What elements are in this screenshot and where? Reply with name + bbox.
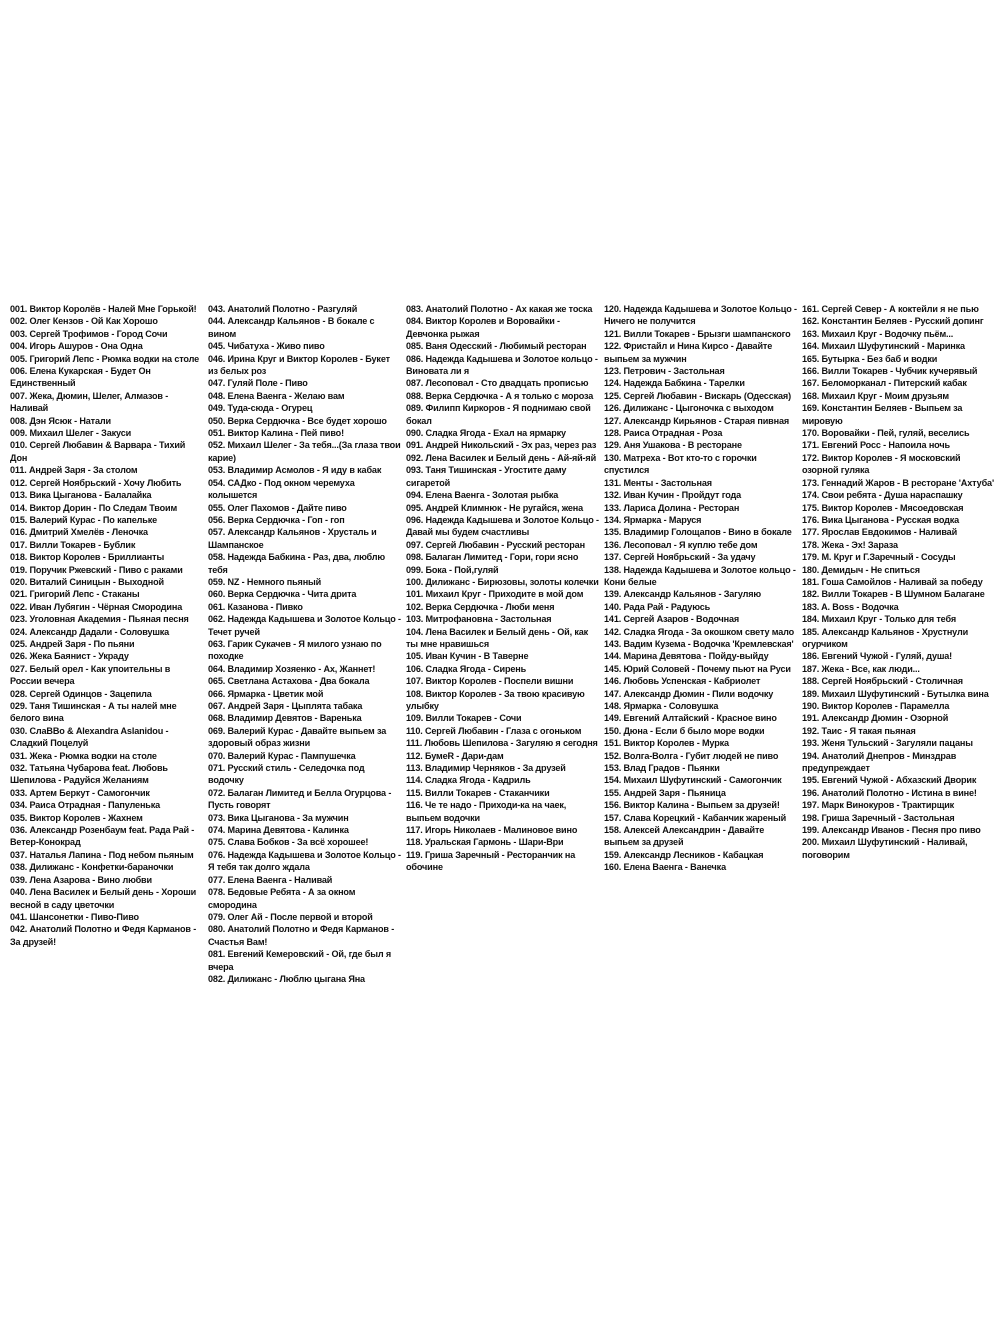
track-item: 189. Михаил Шуфутинский - Бутылка вина xyxy=(802,688,989,699)
track-item: 100. Дилижанс - Бирюзовы, золоты колечки xyxy=(406,576,599,587)
track-item: 172. Виктор Королев - Я московский озорной гуляка xyxy=(802,452,961,476)
tracklist-column-2 xyxy=(208,303,406,985)
track-item: 023. Уголовная Академия - Пьяная песня xyxy=(10,614,189,625)
track-item: 057. Александр Кальянов - Хрусталь и Шампанское xyxy=(208,527,377,550)
track-item: 041. Шансонетки - Пиво-Пиво xyxy=(10,911,139,922)
track-item: 131. Менты - Застольная xyxy=(604,477,712,488)
track-item: 103. Митрофановна - Застольная xyxy=(406,614,552,625)
track-item: 044. Александр Кальянов - В бокале с вином xyxy=(208,316,375,339)
track-item: 173. Геннадий Жаров - В ресторане 'Ахтуба' xyxy=(802,477,994,488)
track-item: 087. Лесоповал - Сто двадцать прописью xyxy=(406,378,589,389)
track-item: 128. Раиса Отрадная - Роза xyxy=(604,428,723,439)
track-item: 003. Сергей Трофимов - Город Сочи xyxy=(10,328,168,339)
track-item: 110. Сергей Любавин - Глаза с огоньком xyxy=(406,725,582,736)
track-item: 061. Казанова - Пивко xyxy=(208,601,303,612)
track-item: 056. Верка Сердючка - Гоп - гоп xyxy=(208,514,345,525)
track-item: 007. Жека, Дюмин, Шелег, Алмазов - Наливай xyxy=(10,390,169,414)
track-item: 070. Валерий Курас - Пампушечка xyxy=(208,750,356,761)
track-item: 059. NZ - Немного пьяный xyxy=(208,576,322,587)
track-item: 019. Поручик Ржевский - Пиво с раками xyxy=(10,564,183,575)
track-item: 009. Михаил Шелег - Закуси xyxy=(10,428,132,439)
track-item: 067. Андрей Заря - Цыплята табака xyxy=(208,701,363,711)
track-item: 118. Уральская Гармонь - Шари-Ври xyxy=(406,837,564,848)
track-item: 124. Надежда Бабкина - Тарелки xyxy=(604,378,745,389)
track-item: 075. Слава Бобков - За всё хорошее! xyxy=(208,837,369,848)
track-item: 026. Жека Баянист - Украду xyxy=(10,651,129,662)
track-item: 025. Андрей Заря - По пьяни xyxy=(10,638,135,649)
track-item: 084. Виктор Королев и Воровайки - Девчонка рыжая xyxy=(406,316,560,339)
track-item: 179. М. Круг и Г.Заречный - Сосуды xyxy=(802,552,956,563)
track-item: 063. Гарик Сукачев - Я милого узнаю по походке xyxy=(208,638,382,662)
track-item: 144. Марина Девятова - Пойду-выйду xyxy=(604,651,769,662)
track-item: 043. Анатолий Полотно - Разгуляй xyxy=(208,304,358,314)
track-item: 136. Лесоповал - Я куплю тебе дом xyxy=(604,539,758,550)
track-item: 068. Владимир Девятов - Варенька xyxy=(208,713,362,724)
tracklist-column-5 xyxy=(802,303,1000,985)
track-item: 199. Александр Иванов - Песня про пиво xyxy=(802,825,981,836)
track-item: 188. Сергей Ноябрьский - Столичная xyxy=(802,676,963,687)
track-item: 033. Артем Беркут - Самогончик xyxy=(10,787,150,798)
track-item: 088. Верка Сердючка - А я только с мороза xyxy=(406,390,594,401)
track-item: 037. Наталья Лапина - Под небом пьяным xyxy=(10,849,194,860)
track-item: 181. Гоша Самойлов - Наливай за победу xyxy=(802,576,983,587)
track-item: 155. Андрей Заря - Пьяница xyxy=(604,787,726,798)
tracklist-column-1 xyxy=(10,303,208,985)
tracklist-column-3 xyxy=(406,303,604,985)
track-item: 171. Евгений Росс - Напоила ночь xyxy=(802,440,950,451)
track-item: 078. Бедовые Ребята - А за окном смородина xyxy=(208,887,356,910)
track-item: 156. Виктор Калина - Выпьем за друзей! xyxy=(604,800,780,811)
track-item: 091. Андрей Никольский - Эх раз, через раз xyxy=(406,440,597,451)
track-item: 125. Сергей Любавин - Вискарь (Одесская) xyxy=(604,390,791,401)
track-item: 036. Александр Розенбаум feat. Рада Рай - Ветер-Конокрад xyxy=(10,825,195,848)
track-item: 010. Сергей Любавин & Варвара - Тихий Дон xyxy=(10,440,186,463)
track-item: 191. Александр Дюмин - Озорной xyxy=(802,713,949,724)
track-item: 013. Вика Цыганова - Балалайка xyxy=(10,490,152,501)
track-item: 046. Ирина Круг и Виктор Королев - Букет из белых роз xyxy=(208,353,390,377)
track-item: 138. Надежда Кадышева и Золотое кольцо - Кони белые xyxy=(604,564,796,587)
track-item: 005. Григорий Лепс - Рюмка водки на столе xyxy=(10,353,200,364)
track-item: 106. Сладка Ягода - Сирень xyxy=(406,663,527,674)
track-item: 052. Михаил Шелег - За тебя...(За глаза твои карие) xyxy=(208,440,401,463)
track-item: 018. Виктор Королев - Бриллианты xyxy=(10,552,165,563)
track-item: 122. Фристайл и Нина Кирсо - Давайте выпьем за мужчин xyxy=(604,341,773,364)
tracklist-column-4 xyxy=(604,303,802,985)
track-item: 097. Сергей Любавин - Русский ресторан xyxy=(406,539,585,550)
track-item: 028. Сергей Одинцов - Зацепила xyxy=(10,688,152,699)
track-item: 129. Аня Ушакова - В ресторане xyxy=(604,440,742,451)
track-item: 130. Матреха - Вот кто-то с горочки спустился xyxy=(604,452,757,476)
track-item: 032. Татьяна Чубарова feat. Любовь Шепилова - Радуйся Желаниям xyxy=(10,763,168,786)
track-item: 051. Виктор Калина - Пей пиво! xyxy=(208,428,344,439)
track-item: 162. Константин Беляев - Русский допинг xyxy=(802,316,984,327)
track-item: 140. Рада Рай - Радуюсь xyxy=(604,601,711,612)
track-item: 121. Вилли Токарев - Брызги шампанского xyxy=(604,328,791,339)
track-item: 035. Виктор Королев - Жахнем xyxy=(10,812,143,823)
track-item: 168. Михаил Круг - Моим друзьям xyxy=(802,390,949,401)
track-item: 108. Виктор Королев - За твою красивую улыбку xyxy=(406,688,585,711)
track-item: 145. Юрий Соловей - Почему пьют на Руси xyxy=(604,663,791,674)
track-item: 066. Ярмарка - Цветик мой xyxy=(208,688,324,699)
track-item: 047. Гуляй Поле - Пиво xyxy=(208,378,308,389)
track-item: 054. САДко - Под окном черемуха колышется xyxy=(208,477,355,501)
track-item: 002. Олег Кензов - Ой Как Хорошо xyxy=(10,316,158,327)
track-item: 029. Таня Тишинская - А ты налей мне белого вина xyxy=(10,701,177,724)
track-item: 133. Лариса Долина - Ресторан xyxy=(604,502,740,513)
track-item: 004. Игорь Ашуров - Она Одна xyxy=(10,341,143,352)
track-item: 074. Марина Девятова - Калинка xyxy=(208,825,349,836)
track-item: 161. Сергей Север - А коктейли я не пью xyxy=(802,304,979,314)
track-item: 011. Андрей Заря - За столом xyxy=(10,465,138,476)
track-item: 085. Ваня Одесский - Любимый ресторан xyxy=(406,341,587,352)
track-item: 038. Дилижанс - Конфетки-бараночки xyxy=(10,862,174,873)
track-item: 115. Вилли Токарев - Стаканчики xyxy=(406,787,550,798)
track-item: 104. Лена Василек и Белый день - Ой, как ты мне нравишься xyxy=(406,626,589,649)
track-item: 065. Светлана Астахова - Два бокала xyxy=(208,676,370,687)
track-item: 076. Надежда Кадышева и Золотое Кольцо - Я тебя так долго ждала xyxy=(208,849,401,873)
track-item: 090. Сладка Ягода - Ехал на ярмарку xyxy=(406,428,566,439)
track-item: 126. Дилижанс - Цыгоночка с выходом xyxy=(604,403,774,414)
track-item: 198. Гриша Заречный - Застольная xyxy=(802,812,955,823)
track-item: 183. A. Boss - Водочка xyxy=(802,601,899,612)
track-item: 027. Белый орел - Как упоительны в России вечера xyxy=(10,663,171,687)
track-item: 195. Евгений Чужой - Абхазский Дворик xyxy=(802,775,977,786)
track-item: 139. Александр Кальянов - Загуляю xyxy=(604,589,762,600)
track-item: 045. Чибатуха - Живо пиво xyxy=(208,341,325,352)
track-item: 031. Жека - Рюмка водки на столе xyxy=(10,750,157,761)
track-item: 153. Влад Градов - Пьянки xyxy=(604,763,720,774)
track-item: 022. Иван Лубягин - Чёрная Смородина xyxy=(10,601,183,612)
track-item: 094. Елена Ваенга - Золотая рыбка xyxy=(406,490,559,501)
track-item: 113. Владимир Черняков - За друзей xyxy=(406,763,566,774)
track-item: 079. Олег Ай - После первой и второй xyxy=(208,911,373,922)
track-item: 160. Елена Ваенга - Ванечка xyxy=(604,862,726,873)
track-item: 170. Воровайки - Пей, гуляй, веселись xyxy=(802,428,970,439)
track-item: 137. Сергей Ноябрьский - За удачу xyxy=(604,552,756,563)
track-item: 116. Че те надо - Приходи-ка на чаек, выпьем водочки xyxy=(406,800,567,823)
track-item: 182. Вилли Токарев - В Шумном Балагане xyxy=(802,589,985,600)
track-item: 176. Вика Цыганова - Русская водка xyxy=(802,514,960,525)
track-item: 053. Владимир Асмолов - Я иду в кабак xyxy=(208,465,382,476)
track-item: 127. Александр Кирьянов - Старая пивная xyxy=(604,415,790,426)
track-item: 141. Сергей Азаров - Водочная xyxy=(604,614,740,625)
track-item: 039. Лена Азарова - Вино любви xyxy=(10,874,152,885)
track-item: 150. Дюна - Если б было море водки xyxy=(604,725,765,736)
track-item: 048. Елена Ваенга - Желаю вам xyxy=(208,390,345,401)
track-item: 049. Туда-сюда - Огурец xyxy=(208,403,313,414)
track-item: 040. Лена Василек и Белый день - Хороши весной в саду цветочки xyxy=(10,887,197,910)
track-item: 135. Владимир Голощапов - Вино в бокале xyxy=(604,527,792,538)
track-item: 082. Дилижанс - Люблю цыгана Яна xyxy=(208,973,365,984)
track-item: 034. Раиса Отрадная - Папуленька xyxy=(10,800,161,811)
track-item: 064. Владимир Хозяенко - Ах, Жаннет! xyxy=(208,663,376,674)
track-item: 015. Валерий Курас - По капельке xyxy=(10,514,158,525)
track-item: 021. Григорий Лепс - Стаканы xyxy=(10,589,140,600)
track-item: 165. Бутырка - Без баб и водки xyxy=(802,353,938,364)
track-item: 096. Надежда Кадышева и Золотое Кольцо - Давай мы будем счастливы xyxy=(406,514,599,538)
track-item: 163. Михаил Круг - Водочку пьём... xyxy=(802,328,954,339)
track-item: 151. Виктор Королев - Мурка xyxy=(604,738,729,749)
track-item: 083. Анатолий Полотно - Ах какая же тоска xyxy=(406,304,593,314)
track-item: 073. Вика Цыганова - За мужчин xyxy=(208,812,349,823)
track-item: 177. Ярослав Евдокимов - Наливай xyxy=(802,527,958,538)
track-item: 016. Дмитрий Хмелёв - Леночка xyxy=(10,527,148,538)
track-item: 154. Михаил Шуфутинский - Самогончик xyxy=(604,775,782,786)
track-item: 092. Лена Василек и Белый день - Ай-яй-яй xyxy=(406,452,597,463)
track-item: 185. Александр Кальянов - Хрустнули огурчиком xyxy=(802,626,969,649)
track-item: 102. Верка Сердючка - Люби меня xyxy=(406,601,555,612)
track-item: 014. Виктор Дорин - По Следам Твоим xyxy=(10,502,178,513)
track-item: 089. Филипп Киркоров - Я поднимаю свой бокал xyxy=(406,403,591,426)
track-item: 080. Анатолий Полотно и Федя Карманов - Счастья Вам! xyxy=(208,924,395,947)
track-item: 184. Михаил Круг - Только для тебя xyxy=(802,614,956,625)
track-item: 152. Волга-Волга - Губит людей не пиво xyxy=(604,750,779,761)
track-item: 012. Сергей Ноябрьский - Хочу Любить xyxy=(10,477,182,488)
track-item: 169. Константин Беляев - Выпьем за мировую xyxy=(802,403,963,426)
tracklist xyxy=(10,303,1000,985)
track-item: 086. Надежда Кадышева и Золотое кольцо - Виновата ли я xyxy=(406,353,598,377)
track-item: 117. Игорь Николаев - Малиновое вино xyxy=(406,825,578,836)
track-item: 120. Надежда Кадышева и Золотое Кольцо - Ничего не получится xyxy=(604,304,797,327)
track-item: 050. Верка Сердючка - Все будет хорошо xyxy=(208,415,387,426)
track-item: 187. Жека - Все, как люди... xyxy=(802,663,920,674)
track-item: 112. БумеR - Дари-дам xyxy=(406,750,504,761)
track-item: 123. Петрович - Застольная xyxy=(604,366,725,377)
track-item: 197. Марк Винокуров - Трактирщик xyxy=(802,800,955,811)
track-item: 105. Иван Кучин - В Таверне xyxy=(406,651,529,662)
track-item: 069. Валерий Курас - Давайте выпьем за здоровый образ жизни xyxy=(208,725,387,749)
track-item: 111. Любовь Шепилова - Загуляю я сегодня xyxy=(406,738,598,749)
track-item: 017. Вилли Токарев - Бублик xyxy=(10,539,136,550)
track-item: 146. Любовь Успенская - Кабриолет xyxy=(604,676,761,687)
track-item: 196. Анатолий Полотно - Истина в вине! xyxy=(802,787,977,798)
track-item: 193. Женя Тульский - Загуляли пацаны xyxy=(802,738,973,749)
track-item: 071. Русский стиль - Селедочка под водочку xyxy=(208,763,365,786)
track-item: 174. Свои ребята - Душа нараспашку xyxy=(802,490,963,501)
track-item: 143. Вадим Кузема - Водочка 'Кремлевская' xyxy=(604,638,794,649)
track-item: 186. Евгений Чужой - Гуляй, душа! xyxy=(802,651,953,662)
track-item: 109. Вилли Токарев - Сочи xyxy=(406,713,522,724)
track-item: 072. Балаган Лимитед и Белла Огурцова - Пусть говорят xyxy=(208,787,392,811)
track-item: 166. Вилли Токарев - Чубчик кучерявый xyxy=(802,366,978,377)
track-item: 180. Демидыч - Не спиться xyxy=(802,564,920,575)
track-item: 008. Дэн Ясюк - Натали xyxy=(10,415,111,426)
track-item: 147. Александр Дюмин - Пили водочку xyxy=(604,688,774,699)
track-item: 042. Анатолий Полотно и Федя Карманов - За друзей! xyxy=(10,924,197,947)
track-item: 107. Виктор Королев - Поспели вишни xyxy=(406,676,574,687)
track-item: 095. Андрей Климнюк - Не ругайся, жена xyxy=(406,502,584,513)
track-item: 062. Надежда Кадышева и Золотое Кольцо - Течет ручей xyxy=(208,614,401,637)
track-item: 101. Михаил Круг - Приходите в мой дом xyxy=(406,589,584,600)
track-item: 001. Виктор Королёв - Налей Мне Горькой! xyxy=(10,304,197,314)
track-item: 132. Иван Кучин - Пройдут года xyxy=(604,490,742,501)
track-item: 098. Балаган Лимитед - Гори, гори ясно xyxy=(406,552,579,563)
track-item: 167. Беломорканал - Питерский кабак xyxy=(802,378,967,389)
track-item: 099. Бока - Пой,гуляй xyxy=(406,564,499,575)
track-item: 175. Виктор Королев - Мясоедовская xyxy=(802,502,964,513)
track-item: 114. Сладка Ягода - Кадриль xyxy=(406,775,531,786)
track-item: 159. Александр Лесников - Кабацкая xyxy=(604,849,764,860)
track-item: 030. СлаВВо & Alexandra Aslanidou - Сладкий Поцелуй xyxy=(10,725,169,749)
track-item: 148. Ярмарка - Соловушка xyxy=(604,701,719,711)
track-item: 020. Виталий Синицын - Выходной xyxy=(10,576,164,587)
track-item: 200. Михаил Шуфутинский - Наливай, поговорим xyxy=(802,837,968,860)
track-item: 058. Надежда Бабкина - Раз, два, люблю тебя xyxy=(208,552,386,575)
track-item: 060. Верка Сердючка - Чита дрита xyxy=(208,589,357,600)
track-item: 190. Виктор Королев - Парамелла xyxy=(802,701,950,711)
track-item: 055. Олег Пахомов - Дайте пиво xyxy=(208,502,347,513)
track-item: 194. Анатолий Днепров - Минздрав предупреждает xyxy=(802,750,957,774)
track-item: 134. Ярмарка - Маруся xyxy=(604,514,702,525)
track-item: 024. Александр Дадали - Соловушка xyxy=(10,626,170,637)
track-item: 142. Сладка Ягода - За окошком свету мало xyxy=(604,626,795,637)
track-item: 157. Слава Корецкий - Кабанчик жареный xyxy=(604,812,787,823)
track-item: 077. Елена Ваенга - Наливай xyxy=(208,874,333,885)
track-item: 149. Евгений Алтайский - Красное вино xyxy=(604,713,777,724)
track-item: 178. Жека - Эх! Зараза xyxy=(802,539,898,550)
track-item: 158. Алексей Александрин - Давайте выпьем за друзей xyxy=(604,825,765,848)
track-item: 164. Михаил Шуфутинский - Маринка xyxy=(802,341,965,352)
track-item: 119. Гриша Заречный - Ресторанчик на обочине xyxy=(406,849,576,873)
track-item: 006. Елена Кукарская - Будет Он Единственный xyxy=(10,366,151,389)
track-item: 192. Таис - Я такая пьяная xyxy=(802,725,916,736)
track-item: 093. Таня Тишинская - Угостите даму сигаретой xyxy=(406,465,567,488)
track-item: 081. Евгений Кемеровский - Ой, где был я вчера xyxy=(208,949,392,972)
